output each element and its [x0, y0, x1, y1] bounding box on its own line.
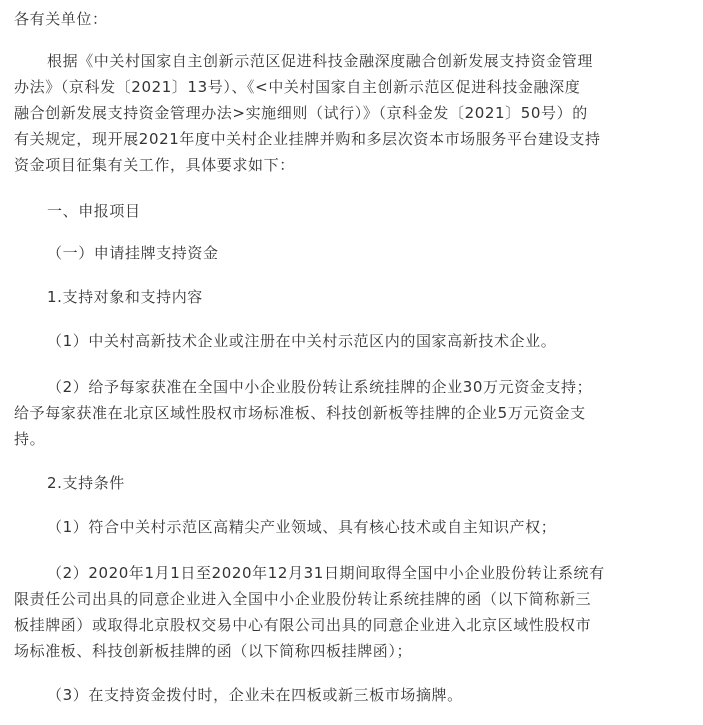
item-2-2-line-1: （2）2020年1月1日至2020年12月31日期间取得全国中小企业股份转让系统有 — [47, 564, 605, 582]
item-heading-2: 2.支持条件 — [47, 474, 125, 492]
intro-line-2: 办法》（京科发〔2021〕13号）、《<中关村国家自主创新示范区促进科技金融深度 — [14, 78, 581, 96]
intro-line-4: 有关规定，现开展2021年度中关村企业挂牌并购和多层次资本市场服务平台建设支持 — [14, 130, 601, 148]
intro-line-5: 资金项目征集有关工作，具体要求如下： — [14, 156, 295, 174]
item-2-2-line-3: 板挂牌函）或取得北京股权交易中心有限公司出具的同意企业进入北京区域性股权市 — [14, 616, 592, 634]
item-2-2-line-2: 限责任公司出具的同意企业进入全国中小企业股份转让系统挂牌的函（以下简称新三 — [14, 590, 592, 608]
item-2-2-line-4: 场标准板、科技创新板挂牌的函（以下简称四板挂牌函）； — [14, 642, 413, 660]
salutation: 各有关单位： — [14, 10, 108, 28]
item-1-2-line-2: 给予每家获准在北京区域性股权市场标准板、科技创新板等挂牌的企业5万元资金支 — [14, 404, 586, 422]
section-heading-1: 一、申报项目 — [47, 202, 141, 220]
subsection-heading-1: （一）申请挂牌支持资金 — [47, 244, 219, 262]
intro-line-3: 融合创新发展支持资金管理办法>实施细则（试行）》（京科金发〔2021〕50号）的 — [14, 104, 588, 122]
item-heading-1: 1.支持对象和支持内容 — [47, 288, 203, 306]
item-1-1: （1）中关村高新技术企业或注册在中关村示范区内的国家高新技术企业。 — [47, 332, 557, 350]
item-1-2-line-3: 持。 — [14, 430, 46, 448]
item-2-1: （1）符合中关村示范区高精尖产业领域、具有核心技术或自主知识产权； — [47, 518, 557, 536]
intro-line-1: 根据《中关村国家自主创新示范区促进科技金融深度融合创新发展支持资金管理 — [47, 52, 594, 70]
item-2-3: （3）在支持资金拨付时，企业未在四板或新三板市场摘牌。 — [47, 686, 463, 704]
item-1-2-line-1: （2）给予每家获准在全国中小企业股份转让系统挂牌的企业30万元资金支持； — [47, 378, 593, 396]
